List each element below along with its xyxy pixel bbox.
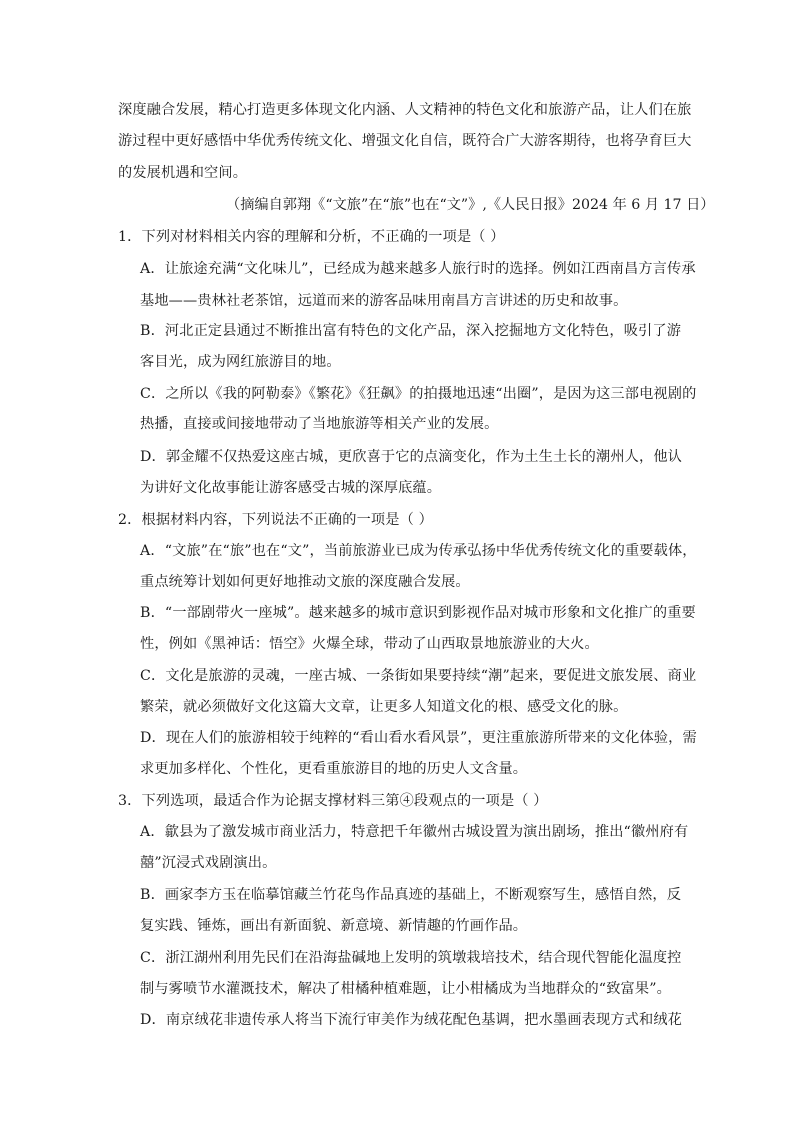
question-2-option-c-line-1: C．文化是旅游的灵魂，一座古城、一条街如果要持续“潮”起来，要促进文旅发展、商业	[140, 668, 697, 684]
question-3-option-b-line-1: B．画家李方玉在临摹馆藏兰竹花鸟作品真迹的基础上，不断观察写生，感悟自然，反	[140, 887, 682, 903]
question-1-option-d-line-2: 为讲好文化故事能让游客感受古城的深厚底蕴。	[140, 480, 442, 496]
question-1-option-b-line-1: B．河北正定县通过不断推出富有特色的文化产品，深入挖掘地方文化特色，吸引了游	[140, 323, 682, 339]
question-1-option-c-line-1: C．之所以《我的阿勒泰》《繁花》《狂飙》的拍摄地迅速“出圈”，是因为这三部电视剧的	[140, 386, 697, 402]
question-2-option-d-line-2: 求更加多样化、个性化，更看重旅游目的地的历史人文含量。	[140, 761, 528, 777]
source-citation: （摘编自郭翔《“文旅”在“旅”也在“文”》,《人民日报》2024 年 6 月 17 日）	[226, 197, 715, 213]
question-3-stem: 3．下列选项，最适合作为论据支撑材料三第④段观点的一项是（ ）	[118, 793, 548, 809]
question-1-option-a-line-2: 基地——贵林社老茶馆，远道而来的游客品味用南昌方言讲述的历史和故事。	[140, 293, 628, 309]
question-3-option-a-line-2: 囍”沉浸式戏剧演出。	[140, 855, 277, 871]
question-3-option-b-line-2: 复实践、锤炼，画出有新面貌、新意境、新情趣的竹画作品。	[140, 918, 528, 934]
question-1-stem: 1．下列对材料相关内容的理解和分析，不正确的一项是（ ）	[118, 229, 505, 245]
question-1-option-a-line-1: A．让旅途充满“文化味儿”，已经成为越来越多人旅行时的选择。例如江西南昌方言传承	[140, 261, 696, 277]
question-2-option-a-line-2: 重点统筹计划如何更好地推动文旅的深度融合发展。	[140, 574, 470, 590]
intro-line-3: 的发展机遇和空间。	[118, 165, 248, 181]
question-2-option-c-line-2: 繁荣，就必须做好文化这篇大文章，让更多人知道文化的根、感受文化的脉。	[140, 699, 628, 715]
question-3-option-a-line-1: A．歙县为了激发城市商业活力，特意把千年徽州古城设置为演出剧场，推出“徽州府有	[140, 824, 689, 840]
question-3-option-c-line-1: C．浙江湖州利用先民们在沿海盐碱地上发明的筑墩栽培技术，结合现代智能化温度控	[140, 950, 682, 966]
question-2-option-b-line-1: B．“一部剧带火一座城”。越来越多的城市意识到影视作品对城市形象和文化推广的重要	[140, 605, 696, 621]
question-1-option-d-line-1: D．郭金耀不仅热爱这座古城，更欣喜于它的点滴变化，作为土生土长的潮州人，他认	[140, 449, 683, 465]
question-3-option-d-line-1: D．南京绒花非遗传承人将当下流行审美作为绒花配色基调，把水墨画表现方式和绒花	[140, 1012, 683, 1028]
question-1-option-c-line-2: 热播，直接或间接地带动了当地旅游等相关产业的发展。	[140, 416, 499, 432]
question-1-option-b-line-2: 客目光，成为网红旅游目的地。	[140, 354, 341, 370]
question-3-option-c-line-2: 制与雾喷节水灌溉技术，解决了柑橘种植难题，让小柑橘成为当地群众的“致富果”。	[140, 981, 671, 997]
question-2-option-d-line-1: D．现在人们的旅游相较于纯粹的“看山看水看风景”，更注重旅游所带来的文化体验，需	[140, 730, 697, 746]
question-2-option-b-line-2: 性，例如《黑神话：悟空》火爆全球，带动了山西取景地旅游业的大火。	[140, 636, 599, 652]
question-2-stem: 2．根据材料内容，下列说法不正确的一项是（ ）	[118, 512, 433, 528]
intro-line-2: 游过程中更好感悟中华优秀传统文化、增强文化自信，既符合广大游客期待，也将孕育巨大	[118, 133, 692, 149]
question-2-option-a-line-1: A．“文旅”在“旅”也在“文”，当前旅游业已成为传承弘扬中华优秀传统文化的重要载体，	[140, 543, 697, 559]
intro-line-1: 深度融合发展，精心打造更多体现文化内涵、人文精神的特色文化和旅游产品，让人们在旅	[118, 102, 692, 118]
